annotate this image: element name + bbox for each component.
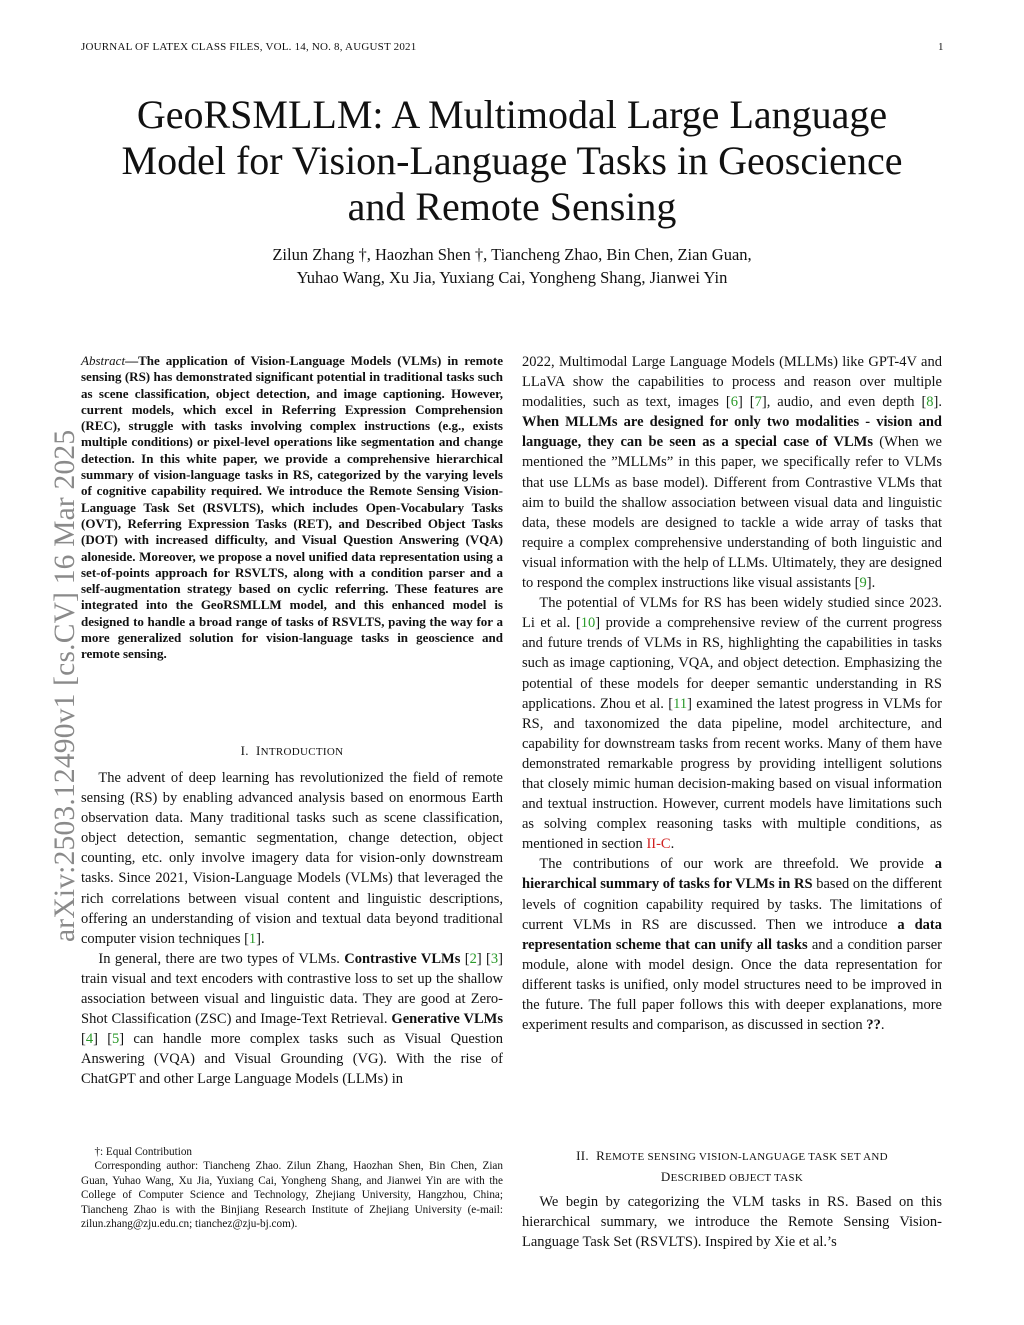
running-header: JOURNAL OF LATEX CLASS FILES, VOL. 14, NO. 8, AUGUST 2021 xyxy=(81,41,417,53)
paragraph: In general, there are two types of VLMs. Contrastive VLMs [2] [3] train visual and text encoders with contrastive loss to set up the shallow association between visual and linguistic data. They are good at Zero-Shot Classification (ZSC) and Image-Text Retrieval. Generative VLMs [4] [5] can handle more complex tasks such as Visual Question Answering (VQA) and Visual Grounding (VG). With the rise of ChatGPT and other Large Language Models (LLMs) in xyxy=(81,950,503,1088)
citation-link[interactable]: 8 xyxy=(926,394,934,411)
citation-link[interactable]: 5 xyxy=(112,1031,120,1048)
introduction-body xyxy=(81,768,503,1090)
paragraph: We begin by categorizing the VLM tasks in RS. Based on this hierarchical summary, we introduce the Remote Sensing Vision-Language Task Set (RSVLTS). Inspired by Xie et al.’s xyxy=(522,1194,942,1251)
author-list xyxy=(60,243,964,289)
abstract xyxy=(81,353,503,663)
title-line: GeoRSMLLM: A Multimodal Large Language xyxy=(136,92,888,137)
citation-link[interactable]: 3 xyxy=(490,950,499,967)
title-line: and Remote Sensing xyxy=(347,184,677,229)
paragraph: The contributions of our work are threefold. We provide a hierarchical summary of tasks for VLMs in RS based on the different levels of cognition capability required by tasks. The limitations of current VLMs in RS are discussed. Then we introduce a data representation scheme that can unify all tasks and a condition parser module, alone with model design. Once the data representation for different tasks is unified, only model structures need to be improved in the future. The full paper follows this with deeper explanations, more experiment results and comparison, as discussed in section ??. xyxy=(522,856,943,1034)
paragraph: 2022, Multimodal Large Language Models (MLLMs) like GPT-4V and LLaVA show the capabilities to process and reason over multiple modalities, such as text, images [6] [7], audio, and even depth [8]. When MLLMs are designed for only two modalities - vision and language, they can be seen as a special case of VLMs (When we mentioned the ”MLLMs” in this paper, we specifically refer to VLMs that use LLMs as base model). Different from Contrastive VLMs that aim to build the shallow association between visual data and linguistic data, these models are designed to tackle a wide array of tasks that require a complex comprehensive understanding of both linguistic and visual information with the help of LLMs. Ultimately, they are designed to respond the complex instructions like visual assistants [9]. xyxy=(522,354,942,592)
abstract-label: Abstract xyxy=(81,353,126,368)
unresolved-reference: ?? xyxy=(866,1017,881,1034)
arxiv-identifier: arXiv:2503.12490v1 [cs.CV] 16 Mar 2025 xyxy=(49,429,81,942)
paper-title xyxy=(60,92,964,230)
footnote-line: †: Equal Contribution xyxy=(94,1146,193,1158)
citation-link[interactable]: 2 xyxy=(469,950,477,967)
citation-link[interactable]: 10 xyxy=(580,615,596,632)
abstract-text: —The application of Vision-Language Models (VLMs) in remote sensing (RS) has demonstrated significant potential in traditional tasks such as scene classification, object detection, and image captioning. However, current models, which excel in Referring Expression Comprehension (REC), struggle with tasks involving complex instructions (e.g., exists multiple conditions) or pixel-level operations like segmentation and change detection. In this white paper, we provide a comprehensive hierarchical summary of vision-language tasks in RS, categorized by the varying levels of cognitive capability required. We introduce the Remote Sensing Vision-Language Task Set (RSVLTS), which includes Open-Vocabulary Tasks (OVT), Referring Expression Tasks (RET), and Described Object Tasks (DOT) with increased difficulty, and Visual Question Answering (VQA) aloneside. Moreover, we propose a novel unified data representation using a set-of-points approach for RSVLTS, along with a condition parser and a self-augmentation strategy based on cyclic referring. These features are integrated into the GeoRSMLLM model, and this enhanced model is designed to handle a broad range of tasks of RSVLTS, paving the way for a more generalized solution for vision-language tasks in geoscience and remote sensing. xyxy=(81,353,503,662)
page-number: 1 xyxy=(938,41,944,53)
section-heading-rsvlts: II. REMOTE SENSING VISION-LANGUAGE TASK SET AND DESCRIBED OBJECT TASK xyxy=(576,1148,888,1184)
footnote-line: Corresponding author: Tiancheng Zhao. Zilun Zhang, Haozhan Shen, Bin Chen, Zian Guan, Yuhao Wang, Xu Jia, Yuxiang Cai, Yongheng Shang, and Jianwei Yin are with the College of Computer Science and Technology, Zhejiang University, Hangzhou, China; Tiancheng Zhao is with the Binjiang Research Institute of Zhejiang University (e-mail: zilun.zhang@zju.edu.cn; tianchez@zju-bj.com). xyxy=(81,1160,503,1231)
citation-link[interactable]: 11 xyxy=(673,695,688,712)
author-line: Zilun Zhang †, Haozhan Shen †, Tiancheng Zhao, Bin Chen, Zian Guan, xyxy=(272,245,752,264)
citation-link[interactable]: 9 xyxy=(859,575,867,592)
paragraph: The advent of deep learning has revolutionized the field of remote sensing (RS) by enabling advanced analysis based on enormous Earth observation data. Many traditional tasks such as scene classification, object detection, semantic segmentation, change detection, object counting, etc. only involve imagery data for vision-only downstream tasks. Since 2021, Vision-Language Models (VLMs) that leveraged the rich correlations between visual content and linguistic descriptions, offering an understanding of vision and textual data beyond traditional computer vision techniques [1]. xyxy=(81,770,503,947)
citation-link[interactable]: 4 xyxy=(85,1031,94,1048)
title-line: Model for Vision-Language Tasks in Geoscience xyxy=(121,138,903,183)
citation-link[interactable]: 7 xyxy=(754,394,762,411)
right-column-body xyxy=(522,352,942,1035)
citation-link[interactable]: 6 xyxy=(730,394,738,411)
section-reference-link[interactable]: II-C xyxy=(646,836,671,853)
author-line: Yuhao Wang, Xu Jia, Yuxiang Cai, Yongheng Shang, Jianwei Yin xyxy=(296,268,728,287)
footnote xyxy=(81,1145,503,1231)
section-heading-introduction: I. INTRODUCTION xyxy=(240,743,344,758)
citation-link[interactable]: 1 xyxy=(248,930,257,947)
section2-body xyxy=(522,1192,942,1252)
paragraph: The potential of VLMs for RS has been widely studied since 2023. Li et al. [10] provide a comprehensive review of the current progress and future trends of VLMs in RS, highlighting the capabilities in tasks such as image captioning, VQA, and object detection. Emphasizing the potential of these models for deeper semantic understanding in RS applications. Zhou et al. [11] examined the latest progress in VLMs for RS, and taxonomized the data pipeline, model architecture, and capability for downstream tasks from recent works. Many of them have demonstrated remarkable progress by providing intelligent solutions that closely mimic human decision-making based on visual information and textual instruction. However, current models have limitations such as solving complex reasoning tasks with multiple conditions, as mentioned in section II-C. xyxy=(522,595,942,853)
